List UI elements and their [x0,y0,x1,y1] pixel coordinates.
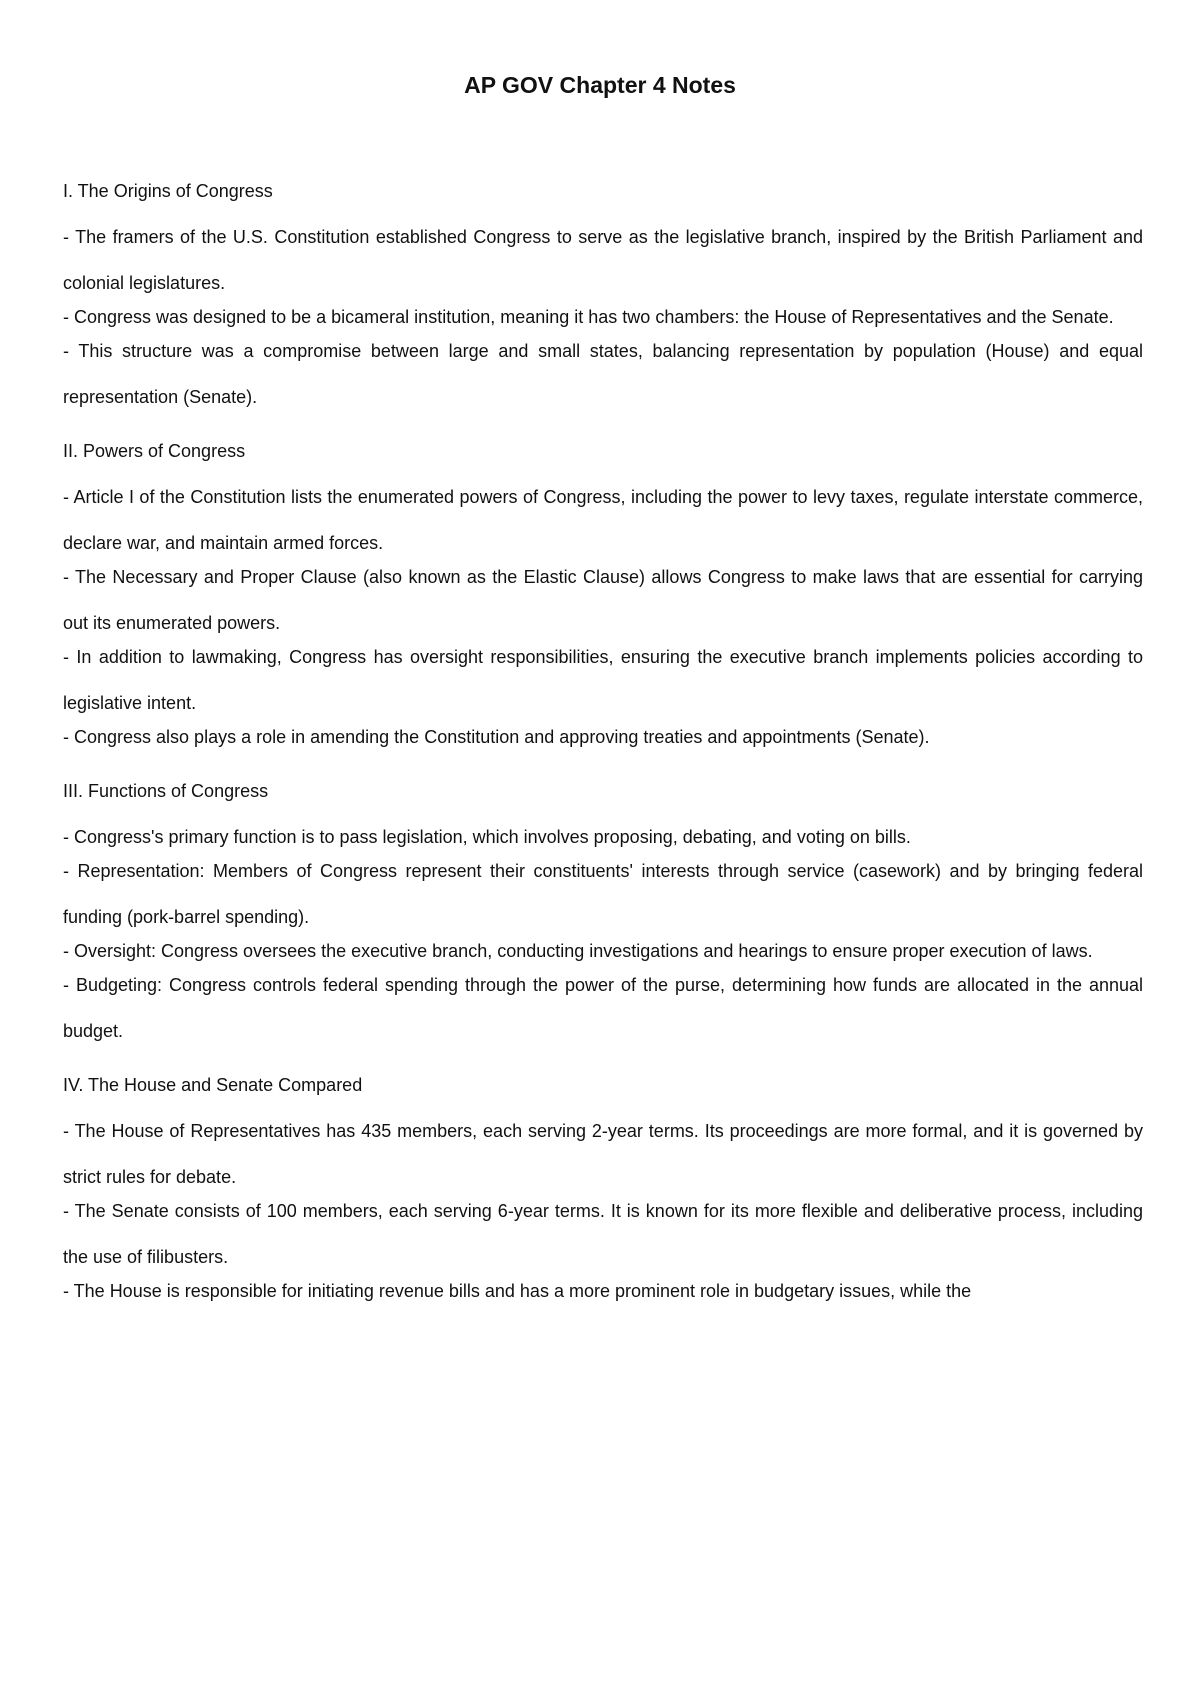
bullet-point: - The Necessary and Proper Clause (also known as the Elastic Clause) allows Congress to make laws that are essential for carrying out its enumerated powers. [63,567,1143,633]
bullet-point: - The framers of the U.S. Constitution established Congress to serve as the legislative branch, inspired by the British Parliament and colonial legislatures. [63,227,1143,293]
section-heading: II. Powers of Congress [63,441,246,461]
bullet-point: - Congress also plays a role in amending the Constitution and approving treaties and appointments (Senate). [63,727,930,747]
section-origins-of-congress [63,180,1143,420]
section-heading: III. Functions of Congress [63,781,269,801]
bullet-point: - The House is responsible for initiating revenue bills and has a more prominent role in budgetary issues, while the [63,1281,972,1301]
section-functions-of-congress [63,780,1143,1054]
bullet-point: - Representation: Members of Congress represent their constituents' interests through service (casework) and by bringing federal funding (pork-barrel spending). [63,861,1143,927]
document-title: AP GOV Chapter 4 Notes [464,72,736,98]
bullet-point: - Budgeting: Congress controls federal spending through the power of the purse, determining how funds are allocated in the annual budget. [63,975,1143,1041]
bullet-point: - Oversight: Congress oversees the executive branch, conducting investigations and hearings to ensure proper execution of laws. [63,941,1093,961]
bullet-point: - Congress was designed to be a bicameral institution, meaning it has two chambers: the House of Representatives and the Senate. [63,307,1114,327]
bullet-point: - Congress's primary function is to pass legislation, which involves proposing, debating, and voting on bills. [63,827,911,847]
section-house-and-senate-compared [63,1074,1143,1314]
section-powers-of-congress [63,440,1143,760]
bullet-point: - The Senate consists of 100 members, each serving 6-year terms. It is known for its more flexible and deliberative process, including the use of filibusters. [63,1201,1143,1267]
document-body [63,180,1143,1314]
section-heading: IV. The House and Senate Compared [63,1075,363,1095]
bullet-point: - The House of Representatives has 435 members, each serving 2-year terms. Its proceedings are more formal, and it is governed by strict rules for debate. [63,1121,1143,1187]
bullet-point: - In addition to lawmaking, Congress has oversight responsibilities, ensuring the executive branch implements policies according to legislative intent. [63,647,1143,713]
bullet-point: - Article I of the Constitution lists the enumerated powers of Congress, including the power to levy taxes, regulate interstate commerce, declare war, and maintain armed forces. [63,487,1143,553]
section-heading: I. The Origins of Congress [63,181,273,201]
bullet-point: - This structure was a compromise between large and small states, balancing representation by population (House) and equal representation (Senate). [63,341,1143,407]
